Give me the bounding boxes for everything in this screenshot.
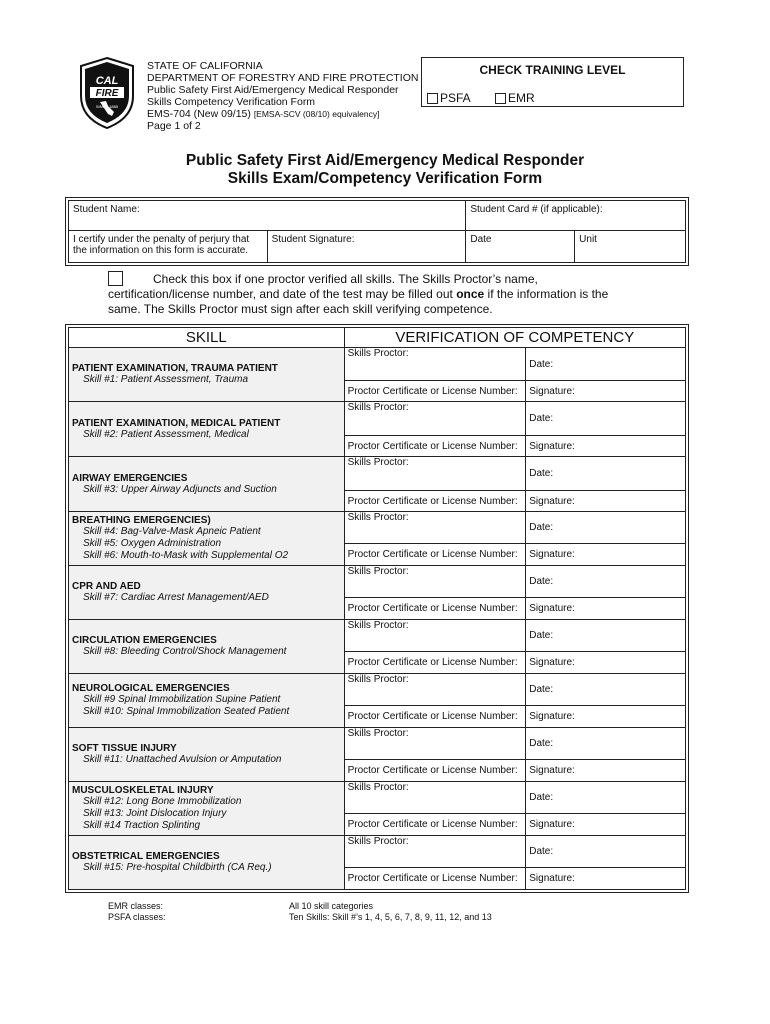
- page-number: Page 1 of 2: [147, 120, 201, 132]
- license-number-field[interactable]: [344, 598, 526, 620]
- date-label: Date:: [529, 468, 554, 479]
- license-number-field[interactable]: [344, 706, 526, 728]
- signature-label: Signature:: [529, 549, 575, 560]
- skill-item: Skill #1: Patient Assessment, Trauma: [83, 374, 249, 385]
- student-signature-field[interactable]: [267, 231, 466, 263]
- certify-statement: I certify under the penalty of perjury that the information on this form is accurate.: [69, 231, 268, 263]
- skill-cell: [69, 782, 345, 836]
- emr-classes-value: All 10 skill categories: [289, 901, 374, 911]
- skills-proctor-label: Skills Proctor:: [347, 512, 409, 523]
- skill-item: Skill #11: Unattached Avulsion or Amputation: [83, 754, 282, 765]
- date-label: Date:: [529, 846, 554, 857]
- skill-item: Skill #8: Bleeding Control/Shock Management: [83, 646, 287, 657]
- date-field[interactable]: [526, 728, 686, 760]
- logo-text-fire: FIRE: [95, 88, 119, 99]
- form-number-note: [EMSA-SCV (08/10) equivalency]: [253, 109, 380, 119]
- form-number: EMS-704 (New 09/15): [147, 108, 251, 120]
- skill-item: Skill #6: Mouth-to-Mask with Supplemental O2: [83, 550, 289, 561]
- date-field[interactable]: [526, 402, 686, 436]
- skills-proctor-label: Skills Proctor:: [347, 620, 409, 631]
- skill-cell: [69, 674, 345, 728]
- license-number-field[interactable]: [344, 491, 526, 512]
- signature-label: Signature:: [529, 765, 575, 776]
- skill-item: Skill #4: Bag-Valve-Mask Apneic Patient: [83, 526, 261, 537]
- skill-category-name: CPR AND AED: [72, 581, 141, 592]
- signature-field[interactable]: [526, 760, 686, 782]
- signature-label: Signature:: [529, 873, 575, 884]
- skills-proctor-label: Skills Proctor:: [347, 566, 409, 577]
- signature-field[interactable]: [526, 491, 686, 512]
- date-field[interactable]: [526, 457, 686, 491]
- footer-values: [289, 901, 492, 923]
- date-label: Date:: [529, 792, 554, 803]
- skills-proctor-field[interactable]: [344, 566, 526, 598]
- student-signature-label: Student Signature:: [271, 234, 355, 245]
- skill-cell: [69, 512, 345, 566]
- signature-label: Signature:: [529, 711, 575, 722]
- emr-checkbox[interactable]: [495, 93, 506, 104]
- signature-label: Signature:: [529, 603, 575, 614]
- skills-proctor-label: Skills Proctor:: [347, 457, 409, 468]
- program-line: Public Safety First Aid/Emergency Medical Responder: [147, 84, 399, 96]
- signature-field[interactable]: [526, 706, 686, 728]
- skills-proctor-label: Skills Proctor:: [347, 836, 409, 847]
- skills-proctor-field[interactable]: [344, 674, 526, 706]
- license-number-label: Proctor Certificate or License Number:: [347, 873, 518, 884]
- skill-row: [69, 674, 686, 706]
- skill-category-name: PATIENT EXAMINATION, MEDICAL PATIENT: [72, 417, 281, 429]
- student-name-field[interactable]: [69, 201, 466, 231]
- date-label: Date:: [529, 738, 554, 749]
- emr-label: EMR: [508, 91, 535, 105]
- statement-line1: Check this box if one proctor verified all skills. The Skills Proctor’s name,: [153, 272, 538, 286]
- date-field[interactable]: [526, 566, 686, 598]
- department-line: DEPARTMENT OF FORESTRY AND FIRE PROTECTION: [147, 72, 419, 84]
- skill-row: [69, 512, 686, 544]
- form-name-line: Skills Competency Verification Form: [147, 96, 316, 108]
- signature-field[interactable]: [526, 544, 686, 566]
- skill-category-name: AIRWAY EMERGENCIES: [72, 472, 188, 484]
- verification-column-header: VERIFICATION OF COMPETENCY: [344, 328, 685, 348]
- date-field[interactable]: [526, 674, 686, 706]
- skill-row: [69, 457, 686, 491]
- psfa-option[interactable]: [427, 91, 471, 105]
- skills-proctor-field[interactable]: [344, 348, 526, 381]
- skill-cell: [69, 402, 345, 457]
- license-number-field[interactable]: [344, 652, 526, 674]
- form-title-line2: Skills Exam/Competency Verification Form: [227, 170, 543, 187]
- license-number-field[interactable]: [344, 760, 526, 782]
- single-proctor-statement: [108, 272, 668, 317]
- logo-text-since: SINCE 1885: [95, 104, 119, 109]
- psfa-label: PSFA: [440, 91, 471, 105]
- license-number-label: Proctor Certificate or License Number:: [347, 603, 518, 614]
- license-number-label: Proctor Certificate or License Number:: [347, 495, 518, 507]
- date-label: Date:: [529, 684, 554, 695]
- skill-category-name: OBSTETRICAL EMERGENCIES: [72, 851, 220, 862]
- student-card-field[interactable]: [466, 201, 686, 231]
- form-title: [0, 152, 770, 188]
- skills-proctor-label: Skills Proctor:: [347, 348, 409, 359]
- psfa-checkbox[interactable]: [427, 93, 438, 104]
- form-title-line1: Public Safety First Aid/Emergency Medical Responder: [185, 152, 585, 169]
- skills-proctor-field[interactable]: [344, 402, 526, 436]
- license-number-label: Proctor Certificate or License Number:: [347, 657, 518, 668]
- skills-proctor-field[interactable]: [344, 836, 526, 868]
- student-name-label: Student Name:: [73, 204, 140, 215]
- skills-proctor-field[interactable]: [344, 512, 526, 544]
- date-label: Date:: [529, 358, 554, 370]
- signature-label: Signature:: [529, 385, 575, 397]
- emr-classes-label: EMR classes:: [108, 901, 164, 911]
- emr-option[interactable]: [495, 91, 535, 105]
- skills-verification-table: [68, 327, 686, 890]
- skill-category-name: BREATHING EMERGENCIES): [72, 515, 211, 526]
- skill-category-name: PATIENT EXAMINATION, TRAUMA PATIENT: [72, 363, 278, 374]
- skill-item: Skill #3: Upper Airway Adjuncts and Suction: [83, 483, 277, 495]
- skill-item: Skill #2: Patient Assessment, Medical: [83, 428, 249, 440]
- student-date-field[interactable]: [466, 231, 575, 263]
- license-number-field[interactable]: [344, 381, 526, 402]
- skills-proctor-field[interactable]: [344, 782, 526, 814]
- skill-item: Skill #14 Traction Splinting: [83, 820, 201, 831]
- skill-cell: [69, 728, 345, 782]
- skills-proctor-label: Skills Proctor:: [347, 728, 409, 739]
- agency-header: [147, 60, 418, 132]
- license-number-field[interactable]: [344, 544, 526, 566]
- statement-line3: same. The Skills Proctor must sign after each skill verifying competence.: [108, 302, 493, 316]
- skill-row: [69, 566, 686, 598]
- license-number-field[interactable]: [344, 868, 526, 890]
- date-label: Date:: [529, 576, 554, 587]
- license-number-label: Proctor Certificate or License Number:: [347, 819, 518, 830]
- student-unit-label: Unit: [579, 234, 597, 245]
- student-date-label: Date: [470, 234, 492, 245]
- signature-field[interactable]: [526, 652, 686, 674]
- cal-fire-logo: [78, 56, 136, 130]
- skill-item: Skill #7: Cardiac Arrest Management/AED: [83, 592, 269, 603]
- license-number-field[interactable]: [344, 436, 526, 457]
- statement-line2-post: if the information is the: [484, 287, 609, 301]
- skills-proctor-label: Skills Proctor:: [347, 782, 409, 793]
- training-level-box: [421, 57, 684, 107]
- skill-row: [69, 782, 686, 814]
- license-number-label: Proctor Certificate or License Number:: [347, 711, 518, 722]
- date-field[interactable]: [526, 782, 686, 814]
- license-number-field[interactable]: [344, 814, 526, 836]
- student-card-label: Student Card # (if applicable):: [470, 204, 603, 215]
- skill-cell: [69, 836, 345, 890]
- skill-row: [69, 728, 686, 760]
- skill-cell: [69, 566, 345, 620]
- training-level-title: CHECK TRAINING LEVEL: [479, 63, 626, 77]
- signature-label: Signature:: [529, 657, 575, 668]
- skill-row: [69, 620, 686, 652]
- date-field[interactable]: [526, 348, 686, 381]
- skill-cell: [69, 348, 345, 402]
- skill-item: Skill #13: Joint Dislocation Injury: [83, 808, 227, 819]
- skill-item: Skill #9 Spinal Immobilization Supine Patient: [83, 694, 281, 705]
- skill-category-name: CIRCULATION EMERGENCIES: [72, 635, 217, 646]
- signature-field[interactable]: [526, 814, 686, 836]
- license-number-label: Proctor Certificate or License Number:: [347, 385, 518, 397]
- skill-cell: [69, 620, 345, 674]
- skill-column-header: SKILL: [69, 328, 345, 348]
- student-unit-field[interactable]: [575, 231, 686, 263]
- signature-field[interactable]: [526, 598, 686, 620]
- footer-labels: [108, 901, 166, 923]
- form-number-line: [147, 108, 418, 120]
- date-label: Date:: [529, 522, 554, 533]
- date-field[interactable]: [526, 836, 686, 868]
- date-field[interactable]: [526, 620, 686, 652]
- skills-proctor-label: Skills Proctor:: [347, 674, 409, 685]
- signature-label: Signature:: [529, 440, 575, 452]
- statement-line2-bold: once: [456, 287, 485, 301]
- state-line: STATE OF CALIFORNIA: [147, 60, 263, 72]
- skill-item: Skill #12: Long Bone Immobilization: [83, 796, 242, 807]
- student-info-table: [68, 200, 686, 263]
- psfa-classes-value: Ten Skills: Skill #’s 1, 4, 5, 6, 7, 8, 9, 11, 12, and 13: [289, 912, 492, 922]
- skill-category-name: SOFT TISSUE INJURY: [72, 743, 177, 754]
- skill-category-name: MUSCULOSKELETAL INJURY: [72, 785, 214, 796]
- signature-label: Signature:: [529, 819, 575, 830]
- skills-proctor-label: Skills Proctor:: [347, 402, 409, 413]
- skill-row: [69, 402, 686, 436]
- license-number-label: Proctor Certificate or License Number:: [347, 549, 518, 560]
- license-number-label: Proctor Certificate or License Number:: [347, 440, 518, 452]
- signature-field[interactable]: [526, 381, 686, 402]
- psfa-classes-label: PSFA classes:: [108, 912, 166, 922]
- date-label: Date:: [529, 413, 554, 424]
- license-number-label: Proctor Certificate or License Number:: [347, 765, 518, 776]
- skill-item: Skill #5: Oxygen Administration: [83, 538, 222, 549]
- logo-text-cal: CAL: [95, 75, 119, 87]
- skills-proctor-field[interactable]: [344, 728, 526, 760]
- date-label: Date:: [529, 630, 554, 641]
- skills-proctor-field[interactable]: [344, 457, 526, 491]
- skill-row: [69, 836, 686, 868]
- signature-label: Signature:: [529, 495, 575, 507]
- date-field[interactable]: [526, 512, 686, 544]
- skill-item: Skill #10: Spinal Immobilization Seated Patient: [83, 706, 290, 717]
- signature-field[interactable]: [526, 868, 686, 890]
- skill-cell: [69, 457, 345, 512]
- skill-row: [69, 348, 686, 381]
- statement-line2-pre: certification/license number, and date of the test may be filled out: [108, 287, 457, 301]
- signature-field[interactable]: [526, 436, 686, 457]
- skills-proctor-field[interactable]: [344, 620, 526, 652]
- skill-category-name: NEUROLOGICAL EMERGENCIES: [72, 683, 230, 694]
- skill-item: Skill #15: Pre-hospital Childbirth (CA Req.): [83, 862, 272, 873]
